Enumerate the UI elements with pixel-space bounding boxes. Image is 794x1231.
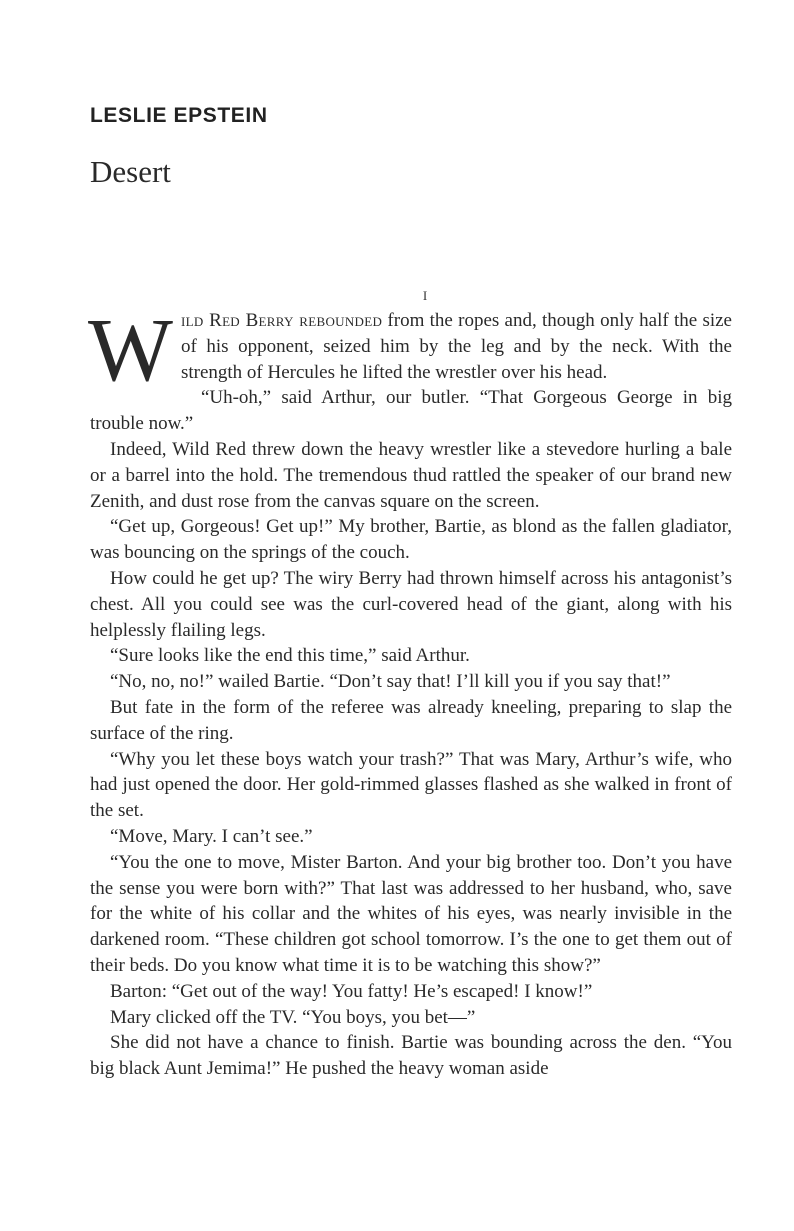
paragraph: “Why you let these boys watch your trash?” That was Mary, Arthur’s wife, who had just opened the door. Her gold-rimmed glasses flashed as she walked in front of the set. [90, 748, 732, 822]
drop-cap: W [88, 301, 173, 400]
paragraph: “Move, Mary. I can’t see.” [110, 825, 313, 847]
section-number: I [422, 288, 428, 303]
paragraph: Barton: “Get out of the way! You fatty! He’s escaped! I know!” [110, 980, 593, 1002]
story-title: Desert [90, 154, 171, 189]
opening-paragraph [88, 301, 732, 400]
paragraph: “Get up, Gorgeous! Get up!” My brother, Bartie, as blond as the fallen gladiator, was bouncing on the springs of the couch. [90, 516, 732, 564]
paragraph: “You the one to move, Mister Barton. And your big brother too. Don’t you have the sense you were born with?” That last was addressed to her husband, who, save for the white of his collar and the whites of his eyes, was nearly invisible in the darkened room. “These children got school tomorrow. I’s the one to get them out of their beds. Do you know what time it is to be watching this show?” [90, 851, 732, 976]
paragraph: How could he get up? The wiry Berry had thrown himself across his antagonist’s chest. All you could see was the curl-covered head of the giant, along with his helplessly flailing legs. [90, 567, 732, 641]
paragraph: But fate in the form of the referee was already kneeling, preparing to slap the surface of the ring. [90, 696, 732, 744]
paragraph: “No, no, no!” wailed Bartie. “Don’t say that! I’ll kill you if you say that!” [110, 671, 671, 693]
opening-text: from the ropes and, though only half the size of his opponent, seized him by the leg and by the neck. With the strength of Hercules he lifted the wrestler over his head. [180, 310, 732, 383]
paragraph: Mary clicked off the TV. “You boys, you bet—” [110, 1006, 476, 1028]
opening-lead: ild Red Berry rebounded [180, 310, 383, 331]
paragraph: “Uh-oh,” said Arthur, our butler. “That Gorgeous George in big trouble now.” [90, 387, 732, 435]
author-name: LESLIE EPSTEIN [90, 104, 268, 127]
paragraph: Indeed, Wild Red threw down the heavy wrestler like a stevedore hurling a bale or a barrel into the hold. The tremendous thud rattled the speaker of our brand new Zenith, and dust rose from the canvas square on the screen. [90, 438, 732, 512]
paragraph: She did not have a chance to finish. Bartie was bounding across the den. “You big black Aunt Jemima!” He pushed the heavy woman aside [90, 1032, 732, 1080]
story-body [88, 301, 732, 1082]
paragraph: “Sure looks like the end this time,” said Arthur. [110, 645, 470, 667]
